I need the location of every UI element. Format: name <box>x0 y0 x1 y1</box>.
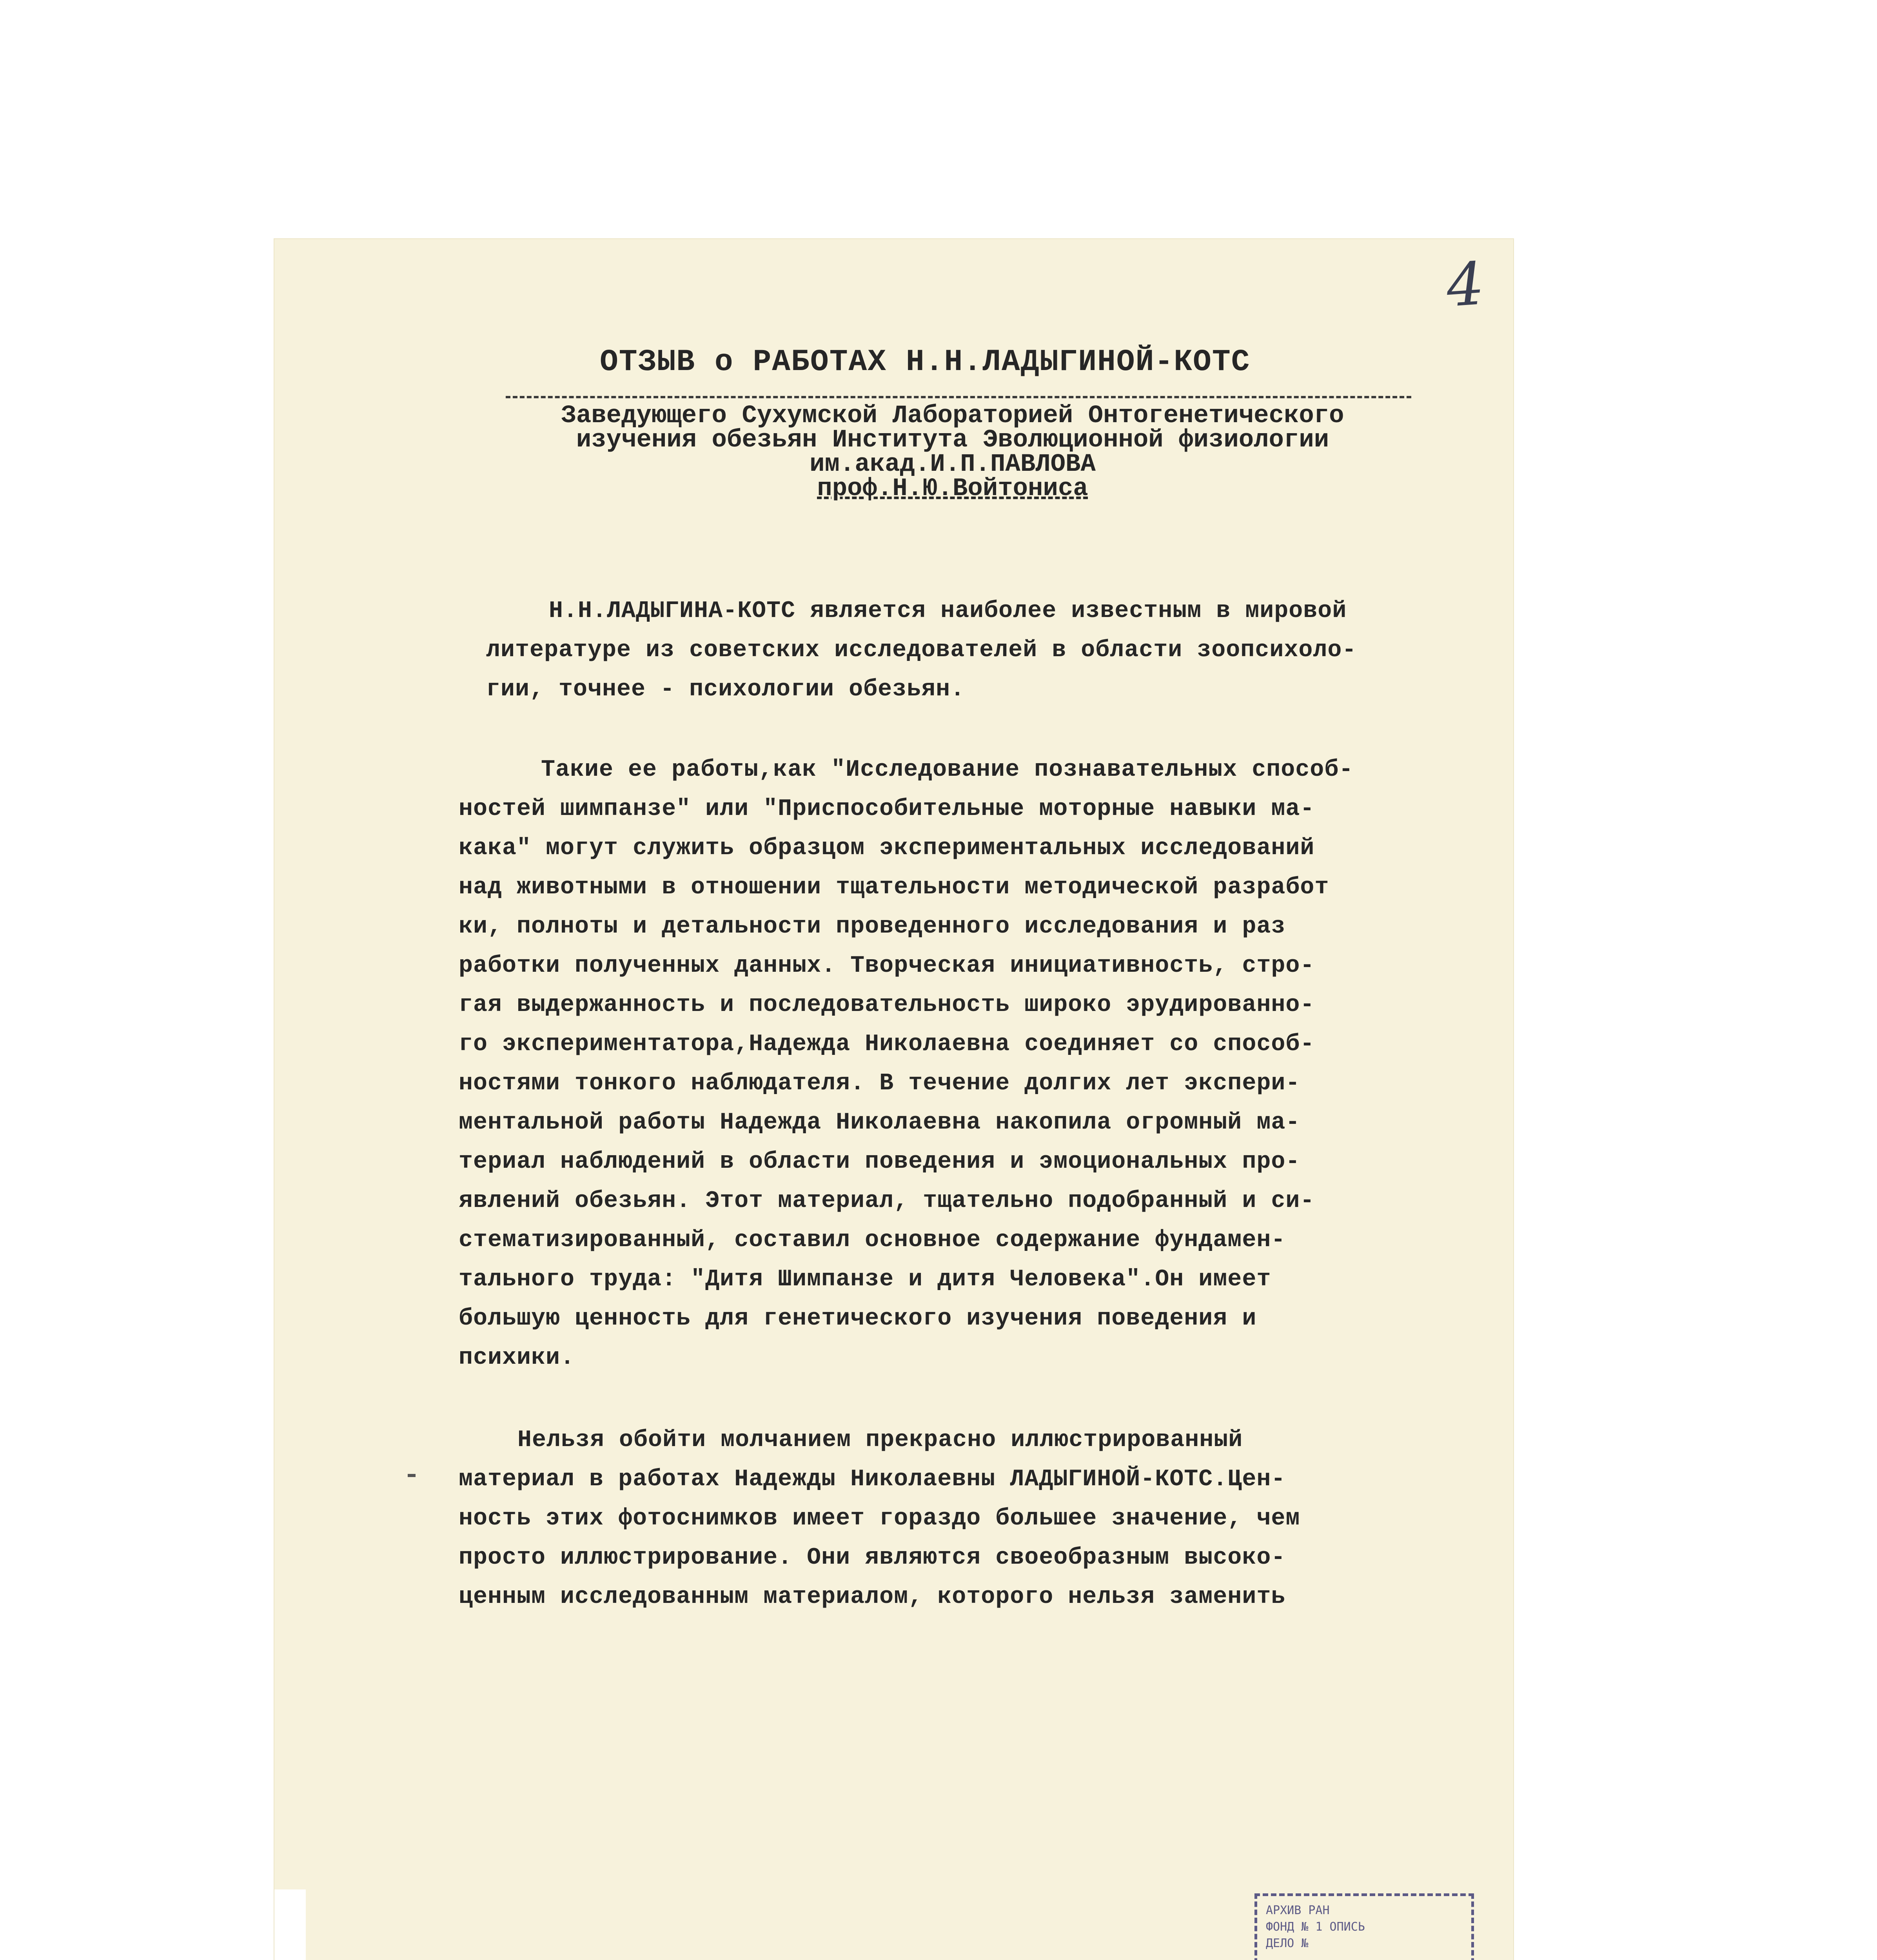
body-line: тального труда: "Дитя Шимпанзе и дитя Человека".Он имеет <box>459 1266 1271 1293</box>
body-line: го экспериментатора,Надежда Николаевна соединяет со способ- <box>459 1031 1315 1058</box>
body-line: ценным исследованным материалом, которого нельзя заменить <box>459 1584 1286 1610</box>
author-institute-name-line: им.акад.И.П.ПАВЛОВА <box>810 450 1096 479</box>
body-line: ностей шимпанзе" или "Приспособительные моторные навыки ма- <box>459 796 1315 822</box>
stamp-line: ФОНД № 1 ОПИСЬ <box>1266 1920 1365 1934</box>
body-line: материал в работах Надежды Николаевны ЛАДЫГИНОЙ-КОТС.Цен- <box>459 1466 1286 1493</box>
body-line: психики. <box>459 1345 575 1371</box>
body-line: Нельзя обойти молчанием прекрасно иллюстрированный <box>517 1427 1243 1454</box>
body-line: стематизированный, составил основное содержание фундамен- <box>459 1227 1286 1254</box>
body-line: ность этих фотоснимков имеет гораздо большее значение, чем <box>459 1505 1300 1532</box>
body-line: ностями тонкого наблюдателя. В течение долгих лет экспери- <box>459 1070 1300 1097</box>
body-line: явлений обезьян. Этот материал, тщательно подобранный и си- <box>459 1188 1315 1214</box>
archive-stamp <box>1254 1893 1474 1960</box>
body-line: кака" могут служить образцом экспериментальных исследований <box>459 835 1315 862</box>
body-line: литературе из советских исследователей в области зоопсихоло- <box>486 637 1357 664</box>
margin-mark <box>408 1474 416 1477</box>
page-number: 4 <box>1444 249 1487 321</box>
body-line: гии, точнее - психологии обезьян. <box>486 676 965 703</box>
stamp-line: ДЕЛО № <box>1266 1936 1309 1950</box>
body-line: просто иллюстрирование. Они являются своеобразным высоко- <box>459 1544 1286 1571</box>
body-line: гая выдержанность и последовательность широко эрудированно- <box>459 992 1315 1018</box>
body-line: над животными в отношении тщательности методической разработ <box>459 874 1329 901</box>
body-line: Такие ее работы,как "Исследование познавательных способ- <box>541 757 1354 783</box>
author-institute-line: изучения обезьян Института Эволюционной физиологии <box>576 426 1329 454</box>
stamp-line: АРХИВ РАН <box>1266 1904 1330 1917</box>
body-line: Н.Н.ЛАДЫГИНА-КОТС является наиболее известным в мировой <box>549 598 1347 624</box>
title-underline <box>506 396 1411 398</box>
document-title: ОТЗЫВ о РАБОТАХ Н.Н.ЛАДЫГИНОЙ-КОТС <box>600 345 1251 379</box>
body-line: работки полученных данных. Творческая инициативность, стро- <box>459 953 1315 979</box>
torn-edge <box>274 1889 306 1960</box>
author-position-line: Заведующего Сухумской Лабораторией Онтогенетического <box>561 402 1344 430</box>
body-line: большую ценность для генетического изучения поведения и <box>459 1305 1257 1332</box>
author-block <box>463 404 1443 501</box>
body-line: ментальной работы Надежда Николаевна накопила огромный ма- <box>459 1109 1300 1136</box>
body-line: териал наблюдений в области поведения и эмоциональных про- <box>459 1149 1300 1175</box>
author-name-line: проф.Н.Ю.Войтониса <box>817 475 1088 503</box>
body-line: ки, полноты и детальности проведенного исследования и раз <box>459 913 1286 940</box>
